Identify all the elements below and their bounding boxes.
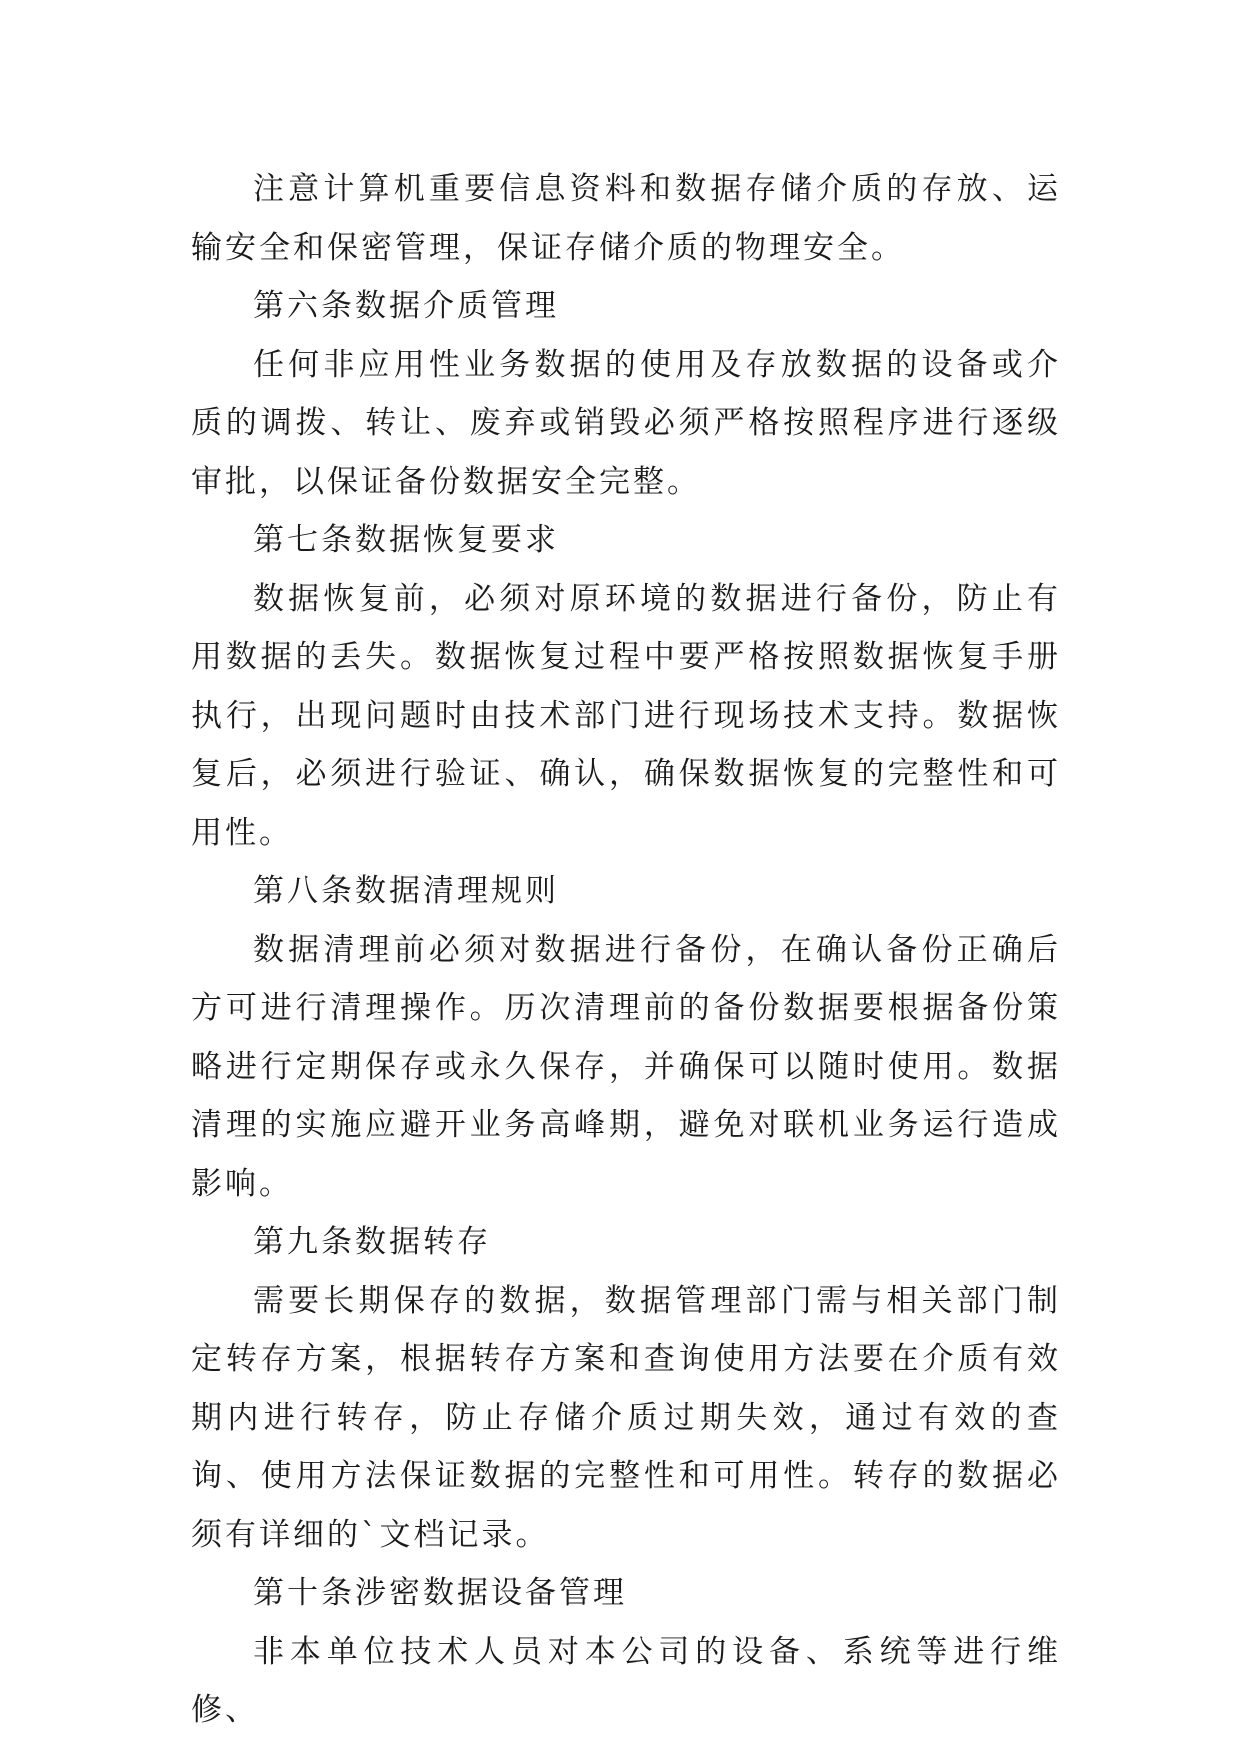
heading-article-9: 第九条数据转存 (253, 1224, 491, 1260)
heading-article-7: 第七条数据恢复要求 (253, 522, 559, 558)
heading-article-10: 第十条涉密数据设备管理 (253, 1575, 627, 1611)
paragraph-article-6: 任何非应用性业务数据的使用及存放数据的设备或介质的调拨、转让、废弃或销毁必须严格按照程序进行逐级审批，以保证备份数据安全完整。 (191, 346, 1061, 500)
heading-article-8: 第八条数据清理规则 (253, 873, 559, 909)
paragraph-article-10: 非本单位技术人员对本公司的设备、系统等进行维修、 (191, 1633, 1061, 1728)
paragraph-article-9: 需要长期保存的数据，数据管理部门需与相关部门制定转存方案，根据转存方案和查询使用方法要在介质有效期内进行转存，防止存储介质过期失效，通过有效的查询、使用方法保证数据的完整性和可用性。转存的数据必须有详细的`文档记录。 (191, 1282, 1061, 1553)
heading-article-6: 第六条数据介质管理 (253, 288, 559, 324)
paragraph-article-7: 数据恢复前，必须对原环境的数据进行备份，防止有用数据的丢失。数据恢复过程中要严格按照数据恢复手册执行，出现问题时由技术部门进行现场技术支持。数据恢复后，必须进行验证、确认，确保数据恢复的完整性和可用性。 (191, 580, 1061, 851)
paragraph-article-8: 数据清理前必须对数据进行备份，在确认备份正确后方可进行清理操作。历次清理前的备份数据要根据备份策略进行定期保存或永久保存，并确保可以随时使用。数据清理的实施应避开业务高峰期，避免对联机业务运行造成影响。 (191, 931, 1061, 1202)
paragraph-storage-media-safety: 注意计算机重要信息资料和数据存储介质的存放、运输安全和保密管理，保证存储介质的物理安全。 (191, 171, 1061, 266)
document-body (191, 160, 1061, 1740)
